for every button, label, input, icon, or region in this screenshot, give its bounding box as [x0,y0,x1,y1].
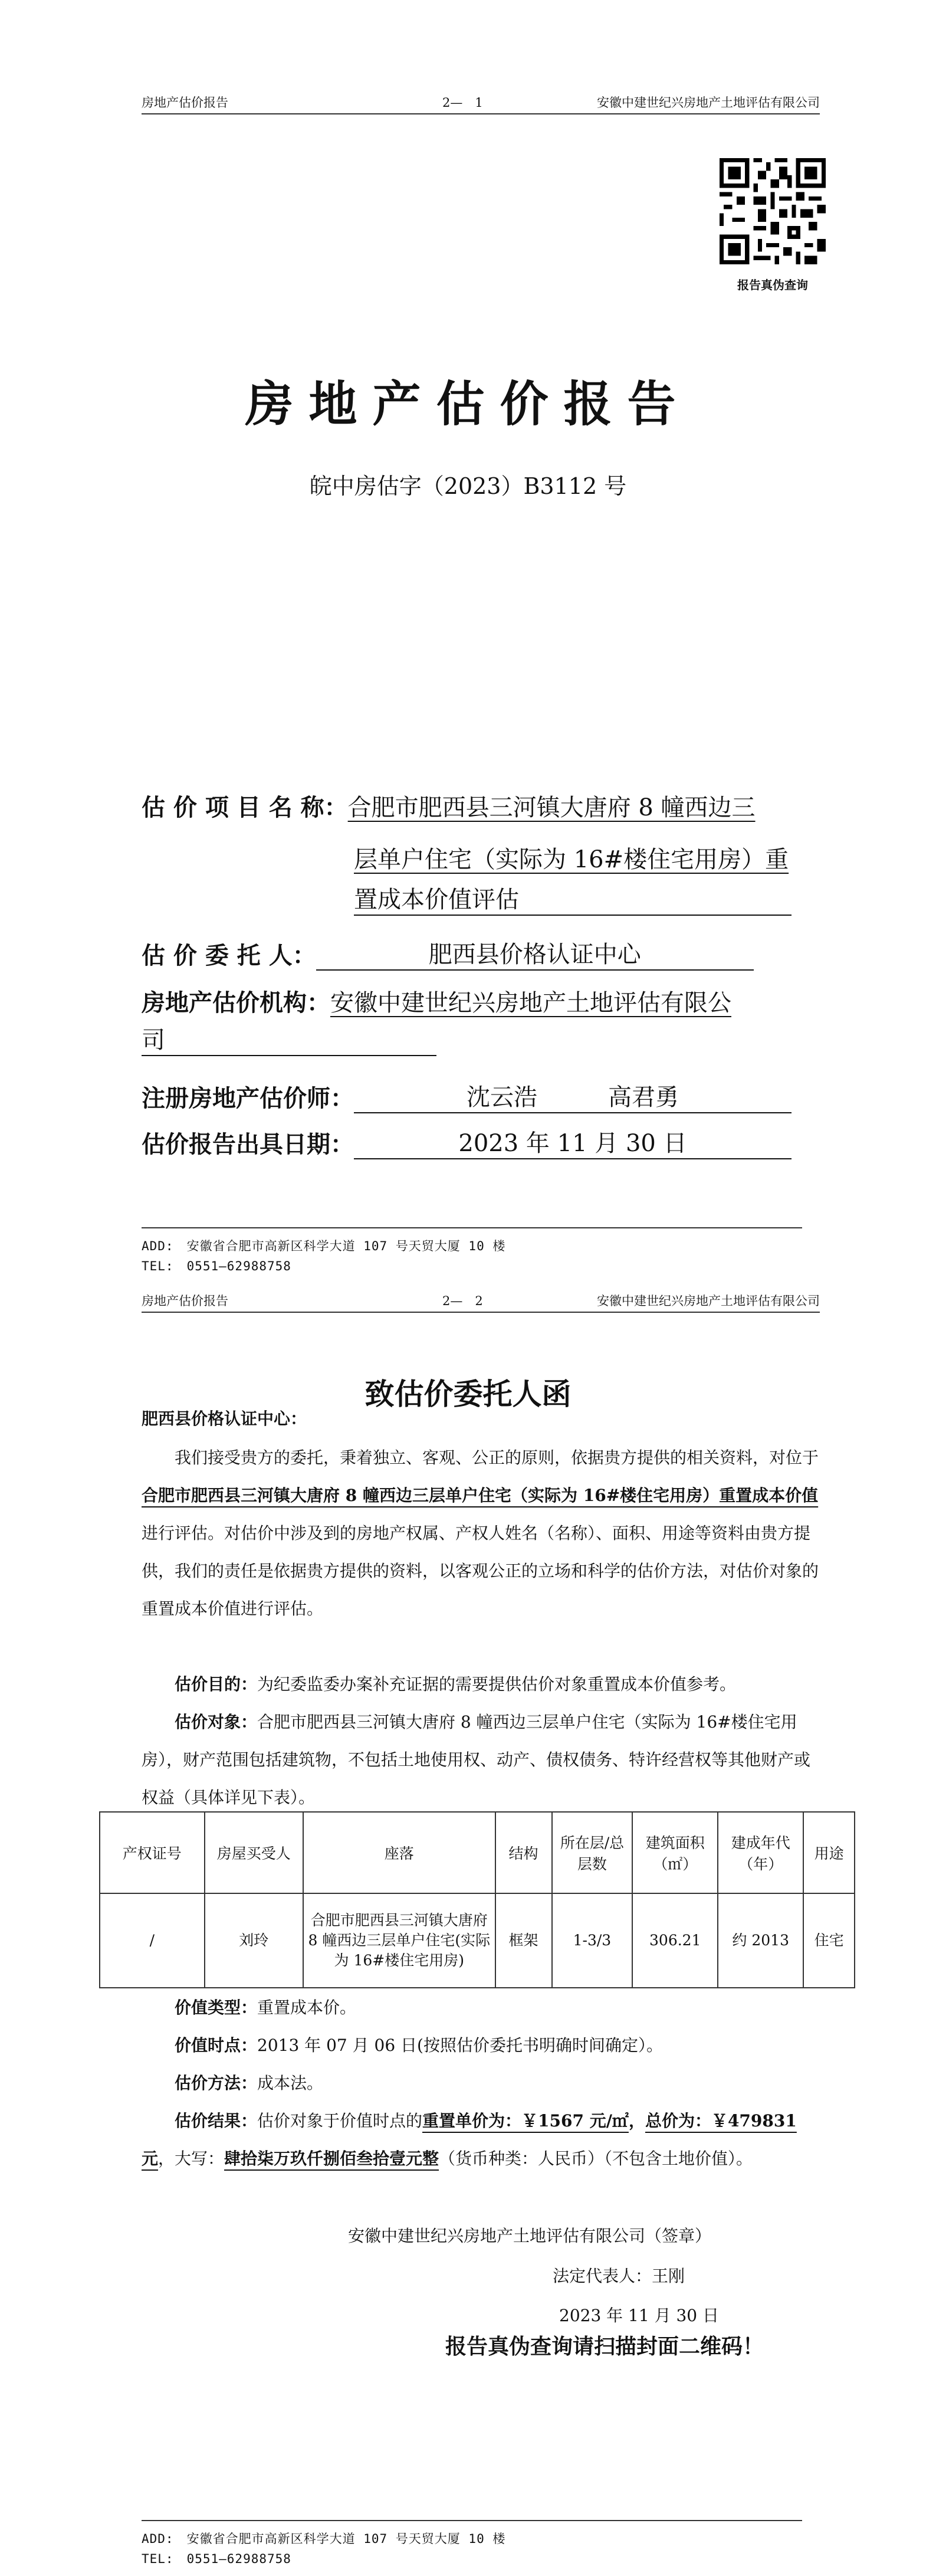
header-left-text: 房地产估价报告 [142,96,228,110]
appraisers-row [142,1080,792,1113]
footer-address: ADD: 安徽省合肥市高新区科学大道 107 号天贸大厦 10 楼 [142,2532,506,2546]
object-label: 估价对象： [175,1712,258,1732]
issue-date-row [142,1126,792,1159]
report-number: 皖中房估字（2023）B3112 号 [309,473,627,499]
page-header [142,90,820,114]
project-name-line3-row [354,885,792,916]
intro-subject: 合肥市肥西县三河镇大唐府 8 幢西边三层单户住宅（实际为 16#楼住宅用房）重置成本价值 [142,1486,819,1505]
letter-title: 致估价委托人函 [364,1377,572,1411]
table-header-row [100,1812,855,1893]
report-title: 房地产估价报告 [245,376,691,432]
footer-divider [142,2520,802,2521]
result-total: 总价为：￥479831 元 [142,2111,797,2168]
object-text: 合肥市肥西县三河镇大唐府 8 幢西边三层单户住宅（实际为 16#楼住宅用房），财产范围包括建筑物，不包括土地使用权、动产、债权债务、特许经营权等其他财产或权益（具体详见下表）。 [142,1712,811,1807]
project-name-label: 估 价 项 目 名 称： [142,794,348,821]
project-name-value: 合肥市肥西县三河镇大唐府 8 幢西边三 [347,794,756,821]
addressee-text: 肥西县价格认证中心： [142,1409,307,1428]
letter-page [0,1288,936,2576]
client-row [142,937,754,971]
method-label: 估价方法： [175,2073,258,2093]
client-label: 估 价 委 托 人： [142,942,316,969]
value-date-paragraph [142,2027,820,2064]
page-number: 2— 2 [442,1294,483,1308]
table-cell: 1-3/3 [552,1893,633,1988]
footer-tel: TEL: 0551—62988758 [142,2552,291,2566]
page-number: 2— 1 [442,96,483,110]
result-separator: ， [628,2111,645,2131]
appraisers-value: 沈云浩 高君勇 [354,1083,792,1113]
value-date-text: 2013 年 07 月 06 日(按照估价委托书明确时间确定）。 [257,2036,663,2055]
footer-tel: TEL: 0551—62988758 [142,1259,291,1273]
table-cell: 合肥市肥西县三河镇大唐府 8 幢西边三层单户住宅(实际为 16#楼住宅用房) [303,1893,495,1988]
table-header-cell: 产权证号 [100,1812,205,1893]
table-header-cell: 座落 [303,1812,495,1893]
property-table [99,1811,855,1988]
appraisers-label: 注册房地产估价师： [142,1084,354,1112]
purpose-paragraph [142,1666,820,1703]
table-header-cell: 结构 [495,1812,552,1893]
project-name-line2: 层单户住宅（实际为 16#楼住宅用房）重 [354,846,789,873]
intro-text-c: 进行评估。对估价中涉及到的房地产权属、产权人姓名（名称）、面积、用途等资料由贵方提供，我们的责任是依据贵方提供的资料，以客观公正的立场和科学的估价方法，对估价对象的重置成本价值进行评估。 [142,1523,819,1618]
table-header-cell: 用途 [803,1812,855,1893]
value-type-text: 重置成本价。 [257,1998,357,2017]
qr-code-icon[interactable] [720,158,826,264]
project-name-row [142,789,756,822]
table-header-cell: 房屋买受人 [205,1812,303,1893]
table-cell: 306.21 [632,1893,718,1988]
result-unit-price: 重置单价为：￥1567 元/㎡ [422,2111,629,2131]
issue-date-label: 估价报告出具日期： [142,1130,354,1158]
qr-caption: 报告真伪查询 [737,278,808,292]
agency-row [142,984,731,1018]
company-signature: 安徽中建世纪兴房地产土地评估有限公司（签章） [348,2226,712,2246]
method-paragraph [142,2064,820,2102]
table-cell: 住宅 [803,1893,855,1988]
project-name-line3: 置成本价值评估 [354,885,792,916]
table-header-cell: 建成年代（年） [718,1812,803,1893]
agency-value-line2: 司 [142,1025,436,1056]
table-header-cell: 建筑面积（㎡） [632,1812,718,1893]
agency-line2-row [142,1025,436,1056]
value-type-label: 价值类型： [175,1998,258,2017]
purpose-text: 为纪委监委办案补充证据的需要提供估价对象重置成本价值参考。 [257,1674,737,1694]
table-row [100,1893,855,1988]
table-cell: / [100,1893,205,1988]
table-cell: 约 2013 [718,1893,803,1988]
legal-representative: 法定代表人：王刚 [553,2266,685,2286]
result-text-b: ，大写： [158,2149,225,2168]
table-cell: 框架 [495,1893,552,1988]
object-paragraph [142,1703,820,1817]
result-paragraph [142,2102,820,2178]
header-company: 安徽中建世纪兴房地产土地评估有限公司 [597,1294,820,1308]
method-text: 成本法。 [257,2073,324,2093]
footer-address: ADD: 安徽省合肥市高新区科学大道 107 号天贸大厦 10 楼 [142,1239,506,1253]
result-text-a: 估价对象于价值时点的 [257,2111,423,2131]
purpose-label: 估价目的： [175,1674,258,1694]
table-header-cell: 所在层/总层数 [552,1812,633,1893]
issue-date-value: 2023 年 11 月 30 日 [354,1129,792,1159]
result-amount-words: 肆拾柒万玖仟捌佰叁拾壹元整 [224,2149,439,2168]
result-label: 估价结果： [175,2111,258,2131]
header-company: 安徽中建世纪兴房地产土地评估有限公司 [597,96,820,110]
intro-paragraph [142,1439,820,1628]
agency-label: 房地产估价机构： [142,989,330,1017]
client-value: 肥西县价格认证中心 [316,940,754,971]
value-type-paragraph [142,1989,820,2027]
addressee [142,1400,820,1438]
value-date-label: 价值时点： [175,2036,258,2055]
letter-date: 2023 年 11 月 30 日 [559,2306,720,2325]
footer-divider [142,1227,802,1228]
page-header [142,1288,820,1313]
agency-value: 安徽中建世纪兴房地产土地评估有限公 [330,989,731,1017]
verify-note: 报告真伪查询请扫描封面二维码！ [445,2334,764,2359]
header-left-text: 房地产估价报告 [142,1294,228,1308]
table-cell: 刘玲 [205,1893,303,1988]
intro-text-a: 我们接受贵方的委托，秉着独立、客观、公正的原则，依据贵方提供的相关资料，对位于 [175,1448,819,1467]
result-text-c: （货币种类：人民币）（不包含土地价值）。 [439,2149,753,2168]
